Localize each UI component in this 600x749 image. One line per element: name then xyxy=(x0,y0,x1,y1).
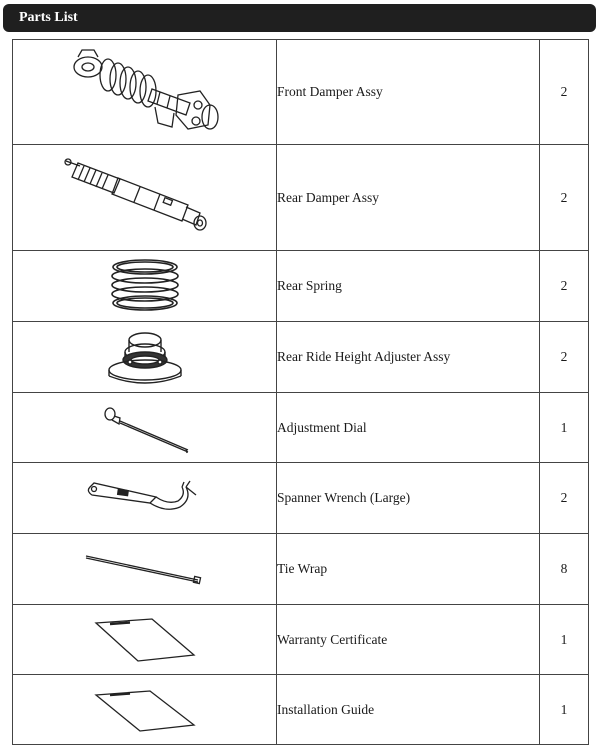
table-row xyxy=(13,40,589,145)
part-image-cell xyxy=(13,322,277,393)
certificate-icon xyxy=(90,615,200,665)
front-damper-icon xyxy=(60,45,230,140)
table-row xyxy=(13,145,589,251)
table-row xyxy=(13,393,589,463)
part-name: Tie Wrap xyxy=(277,534,540,605)
spring-icon xyxy=(100,255,190,317)
table-row xyxy=(13,605,589,675)
part-quantity: 2 xyxy=(540,251,589,322)
part-name: Installation Guide xyxy=(277,675,540,745)
part-quantity: 1 xyxy=(540,605,589,675)
part-quantity: 2 xyxy=(540,145,589,251)
part-quantity: 1 xyxy=(540,675,589,745)
part-name: Front Damper Assy xyxy=(277,40,540,145)
part-image-cell xyxy=(13,40,277,145)
parts-table xyxy=(12,39,589,745)
part-quantity: 2 xyxy=(540,463,589,534)
rear-damper-icon xyxy=(60,153,230,243)
part-name: Rear Spring xyxy=(277,251,540,322)
table-row xyxy=(13,463,589,534)
part-quantity: 8 xyxy=(540,534,589,605)
page-title: Parts List xyxy=(19,10,78,25)
part-image-cell xyxy=(13,393,277,463)
part-image-cell xyxy=(13,605,277,675)
wrench-icon xyxy=(80,473,210,523)
table-row xyxy=(13,251,589,322)
part-image-cell xyxy=(13,534,277,605)
part-quantity: 2 xyxy=(540,40,589,145)
part-image-cell xyxy=(13,675,277,745)
dial-icon xyxy=(90,398,200,458)
part-name: Warranty Certificate xyxy=(277,605,540,675)
part-quantity: 2 xyxy=(540,322,589,393)
part-name: Rear Ride Height Adjuster Assy xyxy=(277,322,540,393)
part-name: Rear Damper Assy xyxy=(277,145,540,251)
table-row xyxy=(13,534,589,605)
table-row xyxy=(13,322,589,393)
adjuster-icon xyxy=(100,326,190,388)
part-image-cell xyxy=(13,463,277,534)
table-row xyxy=(13,675,589,745)
parts-list-header xyxy=(3,4,596,32)
part-quantity: 1 xyxy=(540,393,589,463)
part-image-cell xyxy=(13,145,277,251)
part-name: Spanner Wrench (Large) xyxy=(277,463,540,534)
part-name: Adjustment Dial xyxy=(277,393,540,463)
guide-icon xyxy=(90,685,200,735)
part-image-cell xyxy=(13,251,277,322)
tie-wrap-icon xyxy=(80,546,210,592)
